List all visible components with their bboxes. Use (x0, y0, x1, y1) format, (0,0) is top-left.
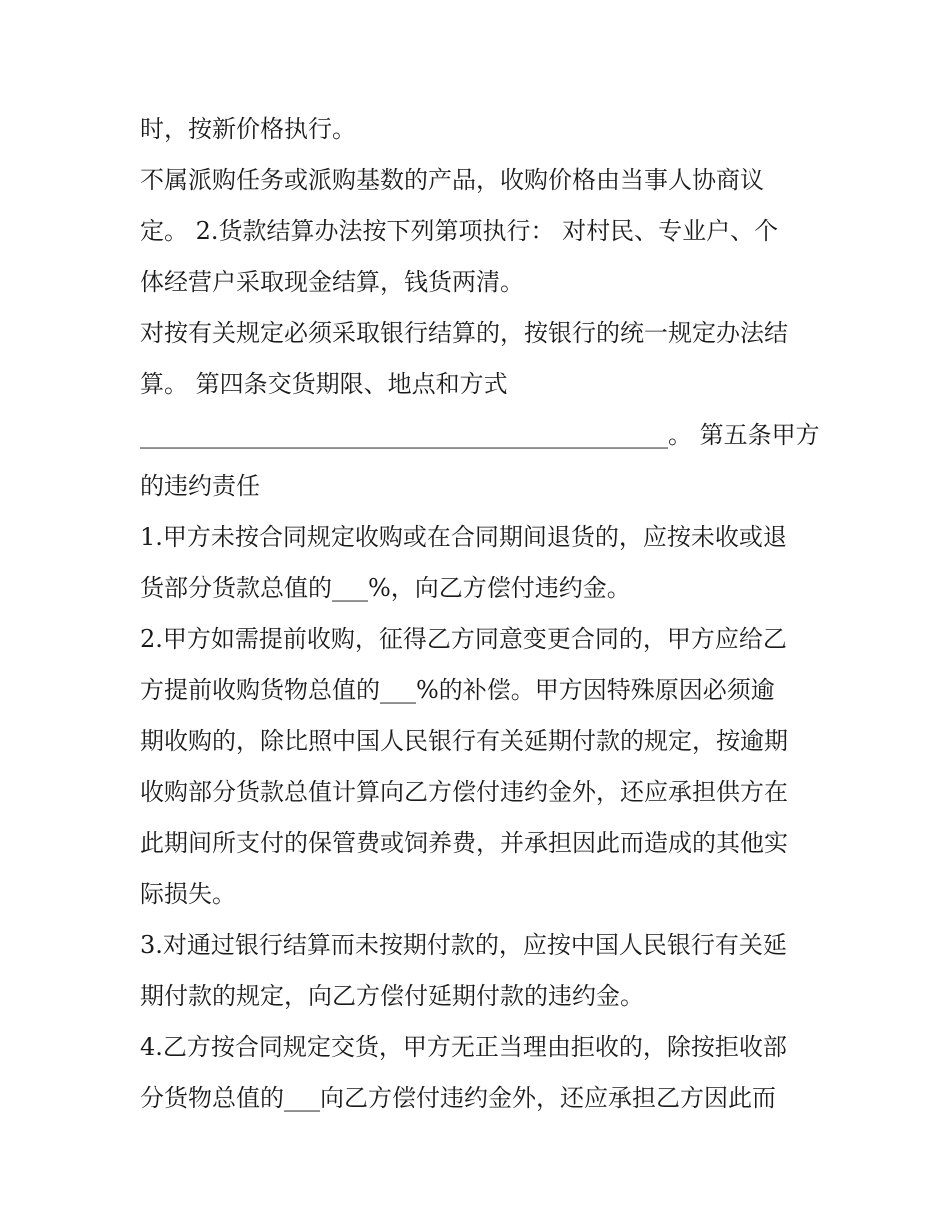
text-line: 期收购的，除比照中国人民银行有关延期付款的规定，按逾期 (140, 727, 788, 755)
text-line: 此期间所支付的保管费或饲养费，并承担因此而造成的其他实 (140, 829, 788, 857)
document-body (140, 104, 820, 1124)
text-line: 收购部分货款总值计算向乙方偿付违约金外，还应承担供方在 (140, 778, 788, 806)
text-line: 的违约责任 (140, 472, 260, 500)
text-line: 货部分货款总值的___%，向乙方偿付违约金。 (140, 574, 631, 602)
text-line: 方提前收购货物总值的___%的补偿。甲方因特殊原因必须逾 (140, 676, 775, 704)
text-line: 时，按新价格执行。 (140, 115, 356, 143)
text-line: 体经营户采取现金结算，钱货两清。 (140, 268, 524, 296)
text-line: 际损失。 (140, 880, 236, 908)
text-line: 算。 第四条交货期限、地点和方式 (140, 370, 508, 398)
text-line: 期付款的规定，向乙方偿付延期付款的违约金。 (140, 982, 644, 1010)
text-line: 对按有关规定必须采取银行结算的，按银行的统一规定办法结 (140, 319, 788, 347)
text-line: 3.对通过银行结算而未按期付款的，应按中国人民银行有关延 (140, 931, 787, 959)
text-line: 不属派购任务或派购基数的产品，收购价格由当事人协商议 (140, 166, 764, 194)
text-line: 分货物总值的___向乙方偿付违约金外，还应承担乙方因此而 (140, 1084, 776, 1112)
text-line: 1.甲方未按合同规定收购或在合同期间退货的，应按未收或退 (140, 523, 787, 551)
text-line: ____________________________________________。 第五条甲方 (140, 421, 820, 449)
text-line: 定。 2.货款结算办法按下列第项执行： 对村民、专业户、个 (140, 217, 779, 245)
text-line: 2.甲方如需提前收购，征得乙方同意变更合同的，甲方应给乙 (140, 625, 787, 653)
text-line: 4.乙方按合同规定交货，甲方无正当理由拒收的，除按拒收部 (140, 1033, 787, 1061)
